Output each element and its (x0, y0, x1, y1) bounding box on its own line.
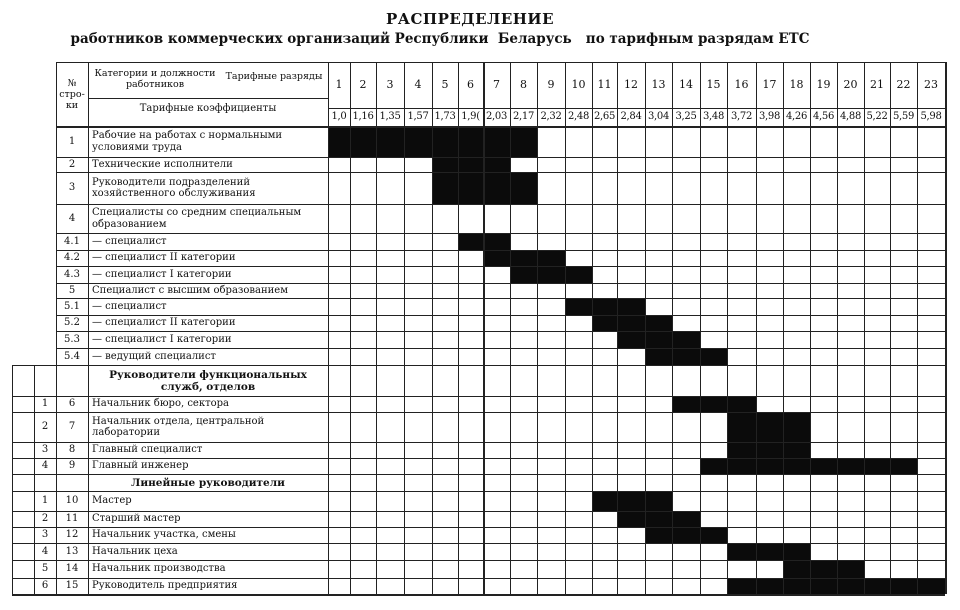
filled-cell (672, 527, 700, 543)
filled-cell (592, 298, 617, 315)
filled-cell (756, 458, 783, 474)
row-number: 5.3 (64, 333, 80, 345)
coefficient-9: 2,32 (540, 111, 562, 122)
filled-cell (783, 412, 810, 442)
filled-cell (700, 396, 727, 412)
row-label: Начальник бюро, сектора (92, 398, 230, 410)
header-categories: Категории и должности работников (94, 68, 216, 90)
filled-cell (864, 578, 890, 594)
sub-number: 2 (41, 513, 49, 524)
row-number: 4 (68, 212, 76, 224)
row-number: 7 (68, 421, 76, 432)
filled-cell (565, 266, 592, 283)
row-number: 3 (68, 182, 76, 193)
row-number: 8 (68, 444, 76, 455)
coefficient-23: 5,98 (920, 111, 942, 122)
coefficient-4: 1,57 (407, 111, 429, 122)
header-row-number: № стро- ки (59, 77, 85, 111)
row-label: Руководитель предприятия (92, 580, 238, 592)
section-heading: Линейные руководители (131, 476, 285, 489)
row-number: 11 (65, 513, 79, 524)
filled-cell (837, 458, 864, 474)
coefficient-8: 2,17 (512, 111, 535, 122)
header-tariff-coefficients: Тарифные коэффициенты (139, 103, 277, 114)
filled-cell (783, 578, 810, 594)
filled-cell (645, 511, 672, 527)
grade-8: 8 (520, 78, 527, 91)
filled-cell (727, 412, 756, 442)
filled-cell (404, 126, 432, 157)
filled-cell (617, 298, 645, 315)
filled-cell (645, 527, 672, 543)
grade-6: 6 (467, 78, 474, 91)
filled-cell (565, 298, 592, 315)
filled-cell (458, 233, 483, 250)
grade-15: 15 (706, 78, 721, 91)
coefficient-11: 2,65 (593, 111, 616, 122)
sub-number: 1 (41, 398, 49, 409)
coefficient-1: 1,0 (331, 111, 347, 122)
filled-cell (376, 126, 404, 157)
grade-13: 13 (651, 78, 666, 91)
row-number: 4.1 (64, 235, 80, 247)
grade-3: 3 (386, 78, 394, 91)
filled-cell (510, 250, 537, 266)
row-label: Начальник цеха (92, 545, 178, 557)
filled-cell (432, 126, 458, 157)
filled-cell (727, 578, 756, 594)
filled-cell (328, 126, 350, 157)
filled-cell (756, 412, 783, 442)
document-subtitle: работников коммерческих организаций Республики Беларусь по тарифным разрядам ЕТС (70, 31, 810, 47)
filled-cell (756, 543, 783, 560)
grade-10: 10 (571, 78, 586, 91)
grade-16: 16 (734, 78, 749, 91)
coefficient-17: 3,98 (758, 111, 781, 122)
sub-number: 1 (41, 495, 49, 506)
filled-cell (645, 348, 672, 365)
coefficient-18: 4,26 (785, 111, 808, 122)
sub-number: 4 (41, 460, 49, 471)
filled-cell (645, 315, 672, 331)
filled-cell (510, 126, 537, 157)
row-label: Мастер (92, 495, 132, 507)
coefficient-3: 1,35 (379, 111, 401, 122)
row-number: 9 (68, 460, 76, 471)
row-number: 14 (65, 563, 79, 574)
row-label: — специалист II категории (92, 252, 236, 264)
sub-number: 3 (41, 529, 49, 540)
filled-cell (483, 250, 510, 266)
filled-cell (783, 442, 810, 458)
coefficient-10: 2,48 (567, 111, 590, 122)
filled-cell (917, 578, 945, 594)
filled-cell (700, 348, 727, 365)
sub-number: 3 (41, 444, 49, 455)
sub-number: 2 (41, 421, 49, 432)
grade-2: 2 (359, 78, 367, 91)
filled-cell (810, 458, 837, 474)
grade-4: 4 (414, 78, 422, 91)
filled-cell (458, 172, 483, 204)
filled-cell (617, 315, 645, 331)
filled-cell (727, 442, 756, 458)
filled-cell (458, 157, 483, 172)
row-number: 4.2 (64, 252, 80, 263)
filled-cell (810, 578, 837, 594)
coefficient-14: 3,25 (675, 111, 697, 122)
sub-number: 4 (41, 545, 49, 557)
grade-19: 19 (816, 78, 831, 91)
row-number: 5.2 (64, 317, 80, 328)
filled-cell (890, 458, 917, 474)
filled-cell (592, 315, 617, 331)
coefficient-20: 4,88 (839, 111, 862, 122)
row-label: Старший мастер (92, 513, 181, 525)
filled-cell (483, 157, 510, 172)
grade-18: 18 (789, 78, 804, 91)
filled-cell (645, 331, 672, 348)
grade-21: 21 (870, 78, 884, 91)
row-label: Рабочие на работах с нормальными условиями труда (92, 130, 283, 153)
filled-cell (783, 543, 810, 560)
filled-cell (837, 560, 864, 578)
row-number: 4.3 (64, 268, 80, 280)
coefficient-12: 2,84 (620, 111, 642, 122)
filled-cell (510, 266, 537, 283)
coefficient-15: 3,48 (702, 111, 725, 122)
filled-cell (783, 458, 810, 474)
row-number: 15 (65, 580, 79, 591)
sub-number: 5 (41, 563, 49, 574)
row-label: Специалисты со средним специальным образованием (92, 207, 302, 230)
filled-cell (700, 527, 727, 543)
grade-17: 17 (762, 78, 777, 91)
filled-cell (483, 126, 510, 157)
coefficient-7: 2,03 (485, 111, 508, 122)
row-number: 13 (65, 545, 79, 557)
filled-cell (592, 491, 617, 511)
filled-cell (756, 578, 783, 594)
coefficient-21: 5,22 (866, 111, 888, 122)
filled-cell (617, 331, 645, 348)
filled-cell (727, 458, 756, 474)
coefficient-22: 5,59 (892, 111, 915, 122)
filled-cell (537, 250, 565, 266)
coefficient-5: 1,73 (434, 111, 456, 122)
row-number: 5.4 (64, 350, 80, 362)
document-title: РАСПРЕДЕЛЕНИЕ (385, 10, 555, 28)
row-label: — специалист (92, 300, 167, 312)
row-label: — специалист I категории (92, 333, 232, 345)
grade-20: 20 (843, 78, 858, 91)
filled-cell (510, 172, 537, 204)
filled-cell (672, 348, 700, 365)
filled-cell (350, 126, 376, 157)
row-label: Начальник участка, смены (92, 529, 236, 541)
grade-22: 22 (896, 78, 911, 91)
filled-cell (617, 511, 645, 527)
row-label: Начальник отдела, центральной лаборатории (92, 415, 265, 438)
row-label: Главный специалист (92, 444, 203, 456)
filled-cell (672, 396, 700, 412)
filled-cell (864, 458, 890, 474)
coefficient-2: 1,16 (352, 111, 374, 122)
filled-cell (617, 491, 645, 511)
header-tariff-grades: Тарифные разряды (225, 71, 323, 82)
row-label: — специалист II категории (92, 317, 236, 329)
filled-cell (432, 172, 458, 204)
filled-cell (756, 442, 783, 458)
coefficient-6: 1,9( (461, 111, 480, 122)
grade-12: 12 (624, 78, 638, 91)
filled-cell (672, 331, 700, 348)
filled-cell (432, 157, 458, 172)
row-label: — специалист (92, 235, 167, 247)
filled-cell (890, 578, 917, 594)
grade-1: 1 (335, 78, 343, 91)
filled-cell (537, 266, 565, 283)
grade-11: 11 (597, 78, 612, 91)
filled-cell (645, 491, 672, 511)
filled-cell (727, 543, 756, 560)
coefficient-16: 3,72 (730, 111, 753, 122)
grade-7: 7 (493, 78, 500, 91)
row-label: Главный инженер (92, 460, 189, 472)
row-label: Руководители подразделений хозяйственного обслуживания (92, 176, 256, 199)
row-label: Технические исполнители (92, 158, 233, 170)
section-heading: Руководители функциональных служб, отделов (109, 368, 307, 393)
sub-number: 6 (41, 580, 49, 591)
grade-14: 14 (679, 78, 693, 91)
grade-9: 9 (547, 78, 555, 91)
filled-cell (700, 458, 727, 474)
row-number: 2 (68, 158, 76, 170)
filled-cell (810, 560, 837, 578)
row-label: Начальник производства (92, 563, 226, 575)
coefficient-13: 3,04 (647, 111, 670, 122)
coefficient-19: 4,56 (812, 111, 835, 122)
filled-cell (458, 126, 483, 157)
row-number: 12 (65, 529, 79, 540)
row-label: Специалист с высшим образованием (92, 284, 289, 296)
grade-5: 5 (441, 78, 449, 91)
filled-cell (483, 233, 510, 250)
filled-cell (837, 578, 864, 594)
row-number: 5.1 (64, 300, 80, 312)
filled-cell (783, 560, 810, 578)
row-number: 5 (68, 284, 76, 296)
row-label: — специалист I категории (92, 268, 232, 280)
filled-cell (483, 172, 510, 204)
grade-23: 23 (924, 78, 938, 91)
row-label: — ведущий специалист (92, 350, 216, 362)
row-number: 1 (68, 135, 76, 147)
filled-cell (672, 511, 700, 527)
row-number: 10 (65, 495, 79, 506)
row-number: 6 (68, 398, 76, 409)
filled-cell (727, 396, 756, 412)
